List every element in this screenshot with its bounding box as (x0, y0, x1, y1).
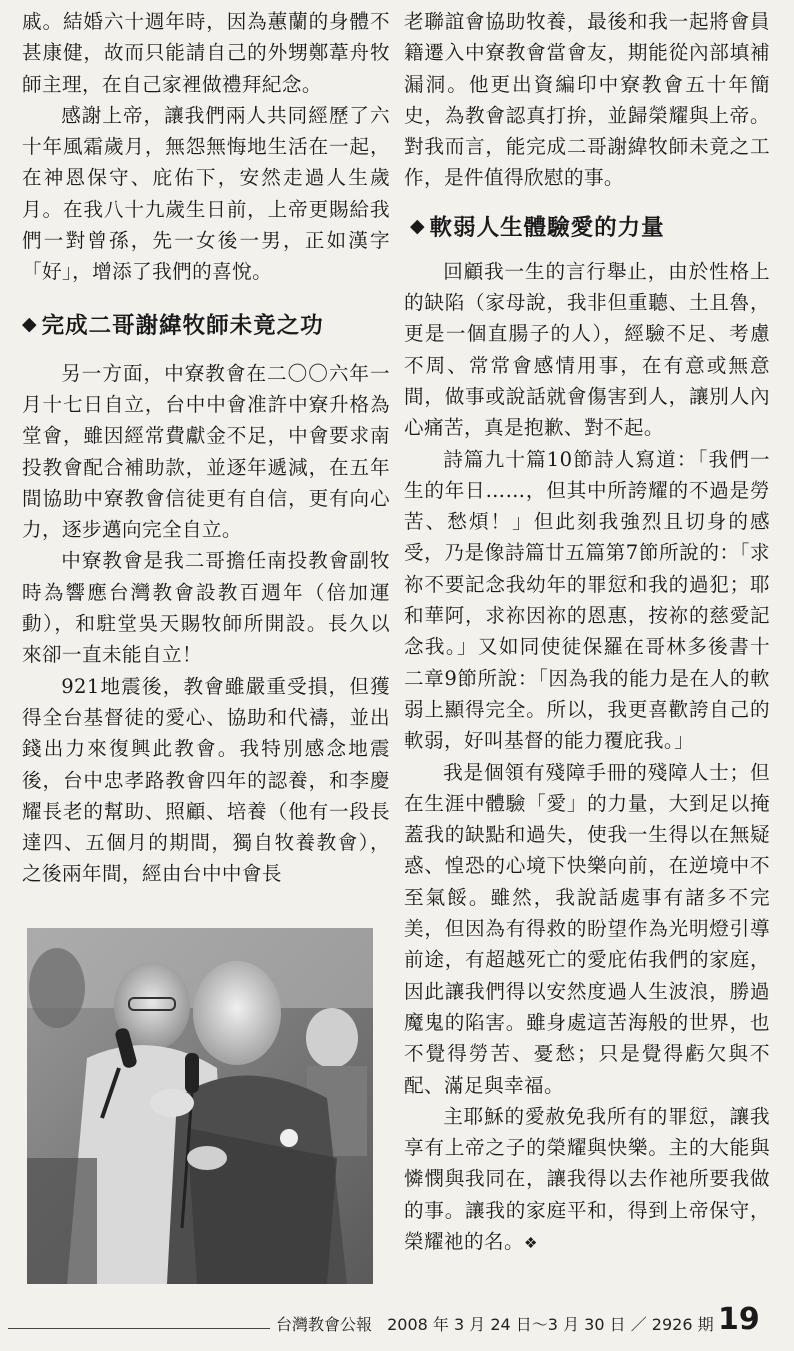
paragraph: 感謝上帝，讓我們兩人共同經歷了六十年風霜歲月，無怨無悔地生活在一起，在神恩保守、庇佑下，安然走過人生歲月。在我八十九歲生日前，上帝更賜給我們一對曾孫，先一女後一男，正如漢字「好」，增添了我們的喜悅。 (22, 103, 390, 284)
paragraph: 回顧我一生的言行舉止，由於性格上的缺陷（家母說，我非但重聽、土且魯，更是一個直腸子的人），經驗不足、考慮不周、常常會感情用事，在有意或無意間，做事或說話就會傷害到人，讓別人內心痛苦，真是抱歉、對不起。 (404, 259, 770, 440)
right-column (404, 6, 770, 1259)
section-heading (410, 210, 770, 242)
footer-info (276, 1312, 714, 1335)
paragraph: 我是個領有殘障手冊的殘障人士；但在生涯中體驗「愛」的力量，大到足以掩蓋我的缺點和過失，使我一生得以在無疑惑、惶恐的心境下快樂向前，在逆境中不至氣餒。雖然，我說話處事有諸多不完美，但因為有得救的盼望作為光明燈引導前途，有超越死亡的愛庇佑我們的家庭，因此讓我們得以安然度過人生波浪，勝過魔鬼的陷害。雖身處這苦海般的世界，也不覺得勞苦、憂愁；只是覺得虧欠與不配、滿足與幸福。 (404, 760, 770, 1097)
diamond-bullet-icon: ◆ (22, 312, 38, 335)
paragraph: 老聯誼會協助牧養，最後和我一起將會員籍遷入中寮教會當會友，期能從內部填補漏洞。他更出資編印中寮教會五十年簡史，為教會認真打拚，並歸榮耀與上帝。對我而言，能完成二哥謝緯牧師未竟之工作，是件值得欣慰的事。 (404, 10, 770, 190)
photo-speaker-with-microphone (27, 928, 373, 1284)
issue-dates: 2008 年 3 月 24 日～3 月 30 日 (387, 1315, 626, 1334)
photo-image (27, 928, 373, 1284)
publication-name: 台灣教會公報 (276, 1315, 373, 1334)
page-footer (0, 1300, 794, 1344)
issue-number: ／ 2926 期 (630, 1315, 714, 1334)
paragraph: 另一方面，中寮教會在二〇〇六年一月十七日自立，台中中會准許中寮升格為堂會，雖因經常費獻金不足，中會要求南投教會配合補助款，並逐年遞減，在五年間協助中寮教會信徒更有自信，更有向心力，逐步邁向完全自立。 (22, 361, 390, 542)
diamond-bullet-icon: ◆ (410, 214, 426, 237)
left-column (22, 6, 390, 890)
section-heading-text: 軟弱人生體驗愛的力量 (429, 214, 665, 241)
paragraph: 戚。結婚六十週年時，因為蕙蘭的身體不甚康健，故而只能請自己的外甥鄭葦舟牧師主理，在自己家裡做禮拜紀念。 (22, 10, 390, 96)
paragraph-text: 主耶穌的愛赦免我所有的罪愆，讓我享有上帝之子的榮耀與快樂。主的大能與憐憫與我同在，讓我得以去作祂所要我做的事。讓我的家庭平和，得到上帝保守，榮耀祂的名。 (404, 1104, 770, 1253)
paragraph: 921地震後，教會雖嚴重受損，但獲得全台基督徒的愛心、協助和代禱，並出錢出力來復興此教會。我特別感念地震後，台中忠孝路教會四年的認養，和李慶耀長老的幫助、照顧、培養（他有一段長達四、五個月的期間，獨自牧養教會），之後兩年間，經由台中中會長 (22, 674, 390, 886)
paragraph: 中寮教會是我二哥擔任南投教會副牧時為響應台灣教會設教百週年（倍加運動），和駐堂吳天賜牧師所開設。長久以來卻一直未能自立！ (22, 549, 390, 667)
paragraph: 詩篇九十篇10節詩人寫道：「我們一生的年日……，但其中所誇耀的不過是勞苦、愁煩！」但此刻我強烈且切身的感受，乃是像詩篇廿五篇第7節所說的：「求祢不要記念我幼年的罪愆和我的過犯；耶和華阿，求祢因祢的恩惠，按祢的慈愛記念我。」又如同使徒保羅在哥林多後書十二章9節所說：「因為我的能力是在人的軟弱上顯得完全。所以，我更喜歡誇自己的軟弱，好叫基督的能力覆庇我。」 (404, 447, 770, 753)
section-heading (22, 308, 390, 340)
section-heading-text: 完成二哥謝緯牧師未竟之功 (41, 312, 324, 339)
page-number: 19 (718, 1302, 760, 1337)
end-mark-icon: ❖ (523, 1233, 538, 1252)
footer-rule (8, 1328, 270, 1329)
paragraph (404, 1101, 770, 1259)
